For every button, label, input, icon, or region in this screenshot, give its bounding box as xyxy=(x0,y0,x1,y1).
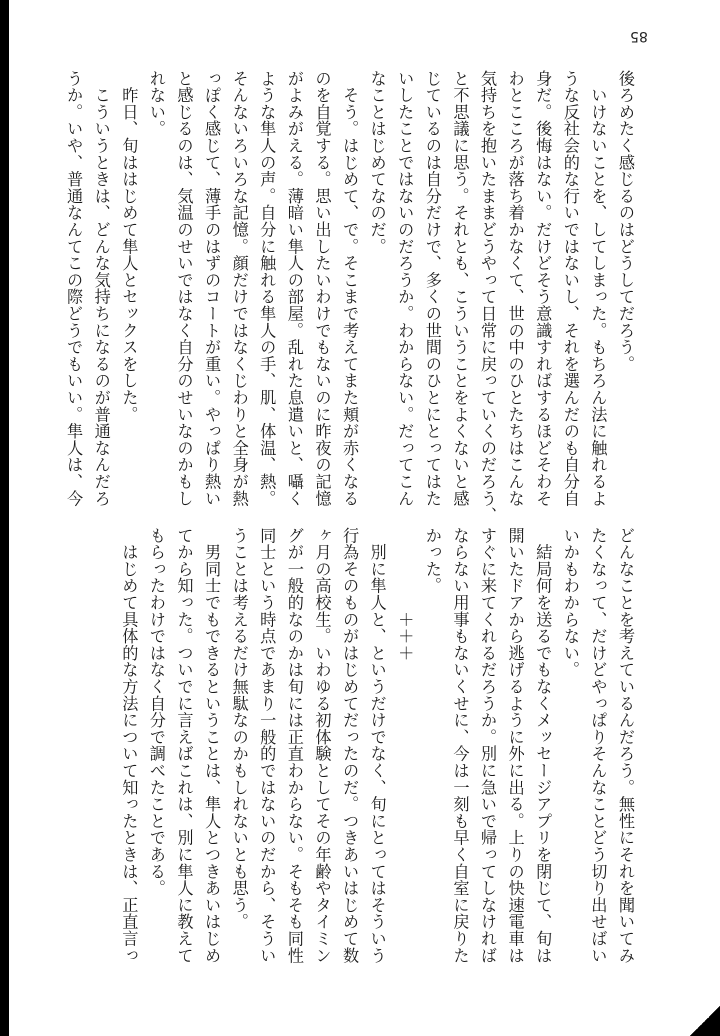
top-text-line: がよみがえる。薄暗い隼人の部屋。乱れた息遣いと、囁く xyxy=(284,70,304,507)
bottom-text-line: ＋＋＋ xyxy=(395,527,415,662)
bottom-text-line: もらったわけではなく自分で調べたことである。 xyxy=(146,527,166,897)
bottom-text-line: たくなって、だけどやっぱりそんなことどう切り出せばい xyxy=(588,527,608,964)
scan-corner xyxy=(690,1006,720,1036)
bottom-text-line: すぐに来てくれるだろうか。別に急いで帰ってしなければ xyxy=(478,527,498,964)
bottom-text-line: 男同士でもできるということは、隼人とつきあいはじめ xyxy=(202,527,222,964)
top-text-line: いしたことではないのだろうか。わからない。だってこん xyxy=(395,70,415,507)
top-text-line: こういうときは、どんな気持ちになるのが普通なんだろ xyxy=(91,70,111,507)
top-text-line: うな反社会的な行いではないし、それを選んだのも自分自 xyxy=(560,70,580,507)
top-text-line: うか。いや、普通なんてこの際どうでもいい。隼人は、今 xyxy=(64,70,84,507)
top-text-line: なことはじめてなのだ。 xyxy=(367,70,387,255)
top-text-line: のを自覚する。思い出したいわけでもないのに昨夜の記憶 xyxy=(312,70,332,507)
top-text-line: ような隼人の声。自分に触れる隼人の手、肌、体温、熱。 xyxy=(257,70,277,507)
top-text-line: じているのは自分だけで、多くの世間のひとにとってはた xyxy=(422,70,442,507)
bottom-text-line: いかもわからない。 xyxy=(560,527,580,679)
bottom-text-line: 結局何を送るでもなくメッセージアプリを閉じて、旬は xyxy=(533,527,553,964)
top-text-line: そう。はじめて、で。そこまで考えてまた頬が赤くなる xyxy=(340,70,360,507)
bottom-text-line: 開いたドアから逃げるように外に出る。上りの快速電車は xyxy=(505,527,525,964)
top-text-line: と不思議に思う。それとも、こういうことをよくないと感 xyxy=(450,70,470,507)
top-text-line: わとこころが落ち着かなくて、世の中のひとたちはこんな xyxy=(505,70,525,507)
top-text-line: いけないことを、してしまった。もちろん法に触れるよ xyxy=(588,70,608,507)
scan-edge-left xyxy=(0,0,9,1036)
bottom-text-line: どんなことを考えているんだろう。無性にそれを聞いてみ xyxy=(616,527,635,964)
page-number: 85 xyxy=(630,28,648,44)
top-text-line: れない。 xyxy=(146,70,166,138)
bottom-text-line: 同士という時点であまり一般的ではないのだから、そうい xyxy=(257,527,277,964)
top-text-line: 気持ちを抱いたままどうやって日常に戻っていくのだろう、 xyxy=(478,70,498,524)
bottom-text-line: 行為そのものがはじめてだったのだ。つきあいはじめて数 xyxy=(340,527,360,964)
top-text-line: っぽく感じて、薄手のはずのコートが重い。やっぱり熱い xyxy=(202,70,222,507)
bottom-text-line: 別に隼人と、というだけでなく、旬にとってはそういう xyxy=(367,527,387,964)
bottom-text-line: うことは考えるだけ無駄なのかもしれないとも思う。 xyxy=(229,527,249,931)
text-block-bottom xyxy=(115,527,639,967)
bottom-text-line: てから知った。ついでに言えばこれは、別に隼人に教えて xyxy=(174,527,194,964)
bottom-text-line: グが一般的なのかは旬には正直わからない。そもそも同性 xyxy=(284,527,304,964)
bottom-text-line: ヶ月の高校生。いわゆる初体験としてその年齢やタイミン xyxy=(312,527,332,964)
bottom-text-line: ならない用事もないくせに、今は一刻も早く自室に戻りた xyxy=(450,527,470,964)
top-text-line: 後ろめたく感じるのはどうしてだろう。 xyxy=(616,70,635,373)
bottom-text-line: はじめて具体的な方法について知ったときは、正直言っ xyxy=(119,527,139,964)
top-text-line: 昨日、旬ははじめて隼人とセックスをした。 xyxy=(119,70,139,423)
top-text-line: と感じるのは、気温のせいではなく自分のせいなのかもし xyxy=(174,70,194,507)
top-text-line: そんないろいろな記憶。顔だけではなくじわりと全身が熱 xyxy=(229,70,249,507)
text-block-top xyxy=(60,70,639,524)
bottom-text-line: かった。 xyxy=(422,527,442,595)
top-text-line: 身だ。後悔はない。だけどそう意識すればするほどそわそ xyxy=(533,70,553,507)
